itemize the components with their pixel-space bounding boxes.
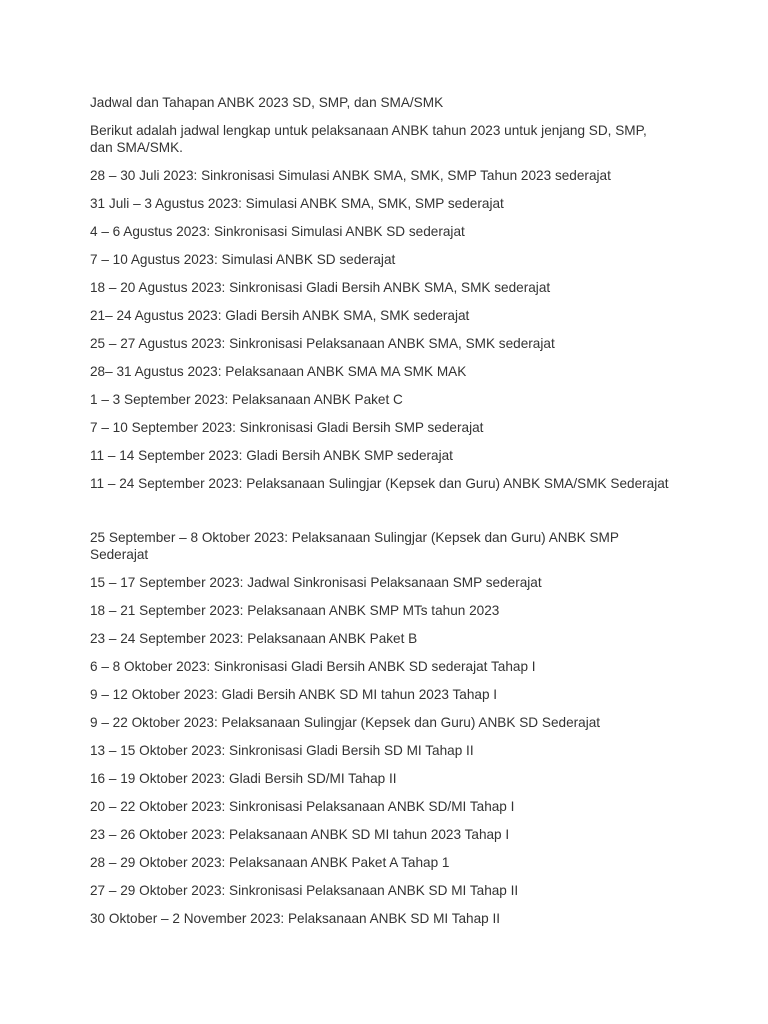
schedule-item-22: 20 – 22 Oktober 2023: Sinkronisasi Pelaksanaan ANBK SD/MI Tahap I bbox=[90, 799, 515, 814]
schedule-item-8: 28– 31 Agustus 2023: Pelaksanaan ANBK SMA MA SMK MAK bbox=[90, 364, 467, 379]
schedule-item-11: 11 – 14 September 2023: Gladi Bersih ANBK SMP sederajat bbox=[90, 448, 453, 463]
schedule-item-16: 23 – 24 September 2023: Pelaksanaan ANBK Paket B bbox=[90, 631, 418, 646]
schedule-item-24: 28 – 29 Oktober 2023: Pelaksanaan ANBK Paket A Tahap 1 bbox=[90, 855, 450, 870]
schedule-item-17: 6 – 8 Oktober 2023: Sinkronisasi Gladi Bersih ANBK SD sederajat Tahap I bbox=[90, 659, 536, 674]
schedule-item-6: 21– 24 Agustus 2023: Gladi Bersih ANBK SMA, SMK sederajat bbox=[90, 308, 470, 323]
schedule-item-13: 25 September – 8 Oktober 2023: Pelaksanaan Sulingjar (Kepsek dan Guru) ANBK SMP Sederajat bbox=[90, 530, 619, 562]
schedule-item-3: 4 – 6 Agustus 2023: Sinkronisasi Simulasi ANBK SD sederajat bbox=[90, 224, 465, 239]
schedule-item-10: 7 – 10 September 2023: Sinkronisasi Gladi Bersih SMP sederajat bbox=[90, 420, 484, 435]
schedule-item-14: 15 – 17 September 2023: Jadwal Sinkronisasi Pelaksanaan SMP sederajat bbox=[90, 575, 542, 590]
document-intro: Berikut adalah jadwal lengkap untuk pelaksanaan ANBK tahun 2023 untuk jenjang SD, SMP, dan SMA/SMK. bbox=[90, 123, 647, 155]
schedule-item-15: 18 – 21 September 2023: Pelaksanaan ANBK SMP MTs tahun 2023 bbox=[90, 603, 500, 618]
schedule-item-7: 25 – 27 Agustus 2023: Sinkronisasi Pelaksanaan ANBK SMA, SMK sederajat bbox=[90, 336, 555, 351]
document-title: Jadwal dan Tahapan ANBK 2023 SD, SMP, dan SMA/SMK bbox=[90, 95, 444, 110]
schedule-item-4: 7 – 10 Agustus 2023: Simulasi ANBK SD sederajat bbox=[90, 252, 396, 267]
schedule-item-5: 18 – 20 Agustus 2023: Sinkronisasi Gladi Bersih ANBK SMA, SMK sederajat bbox=[90, 280, 551, 295]
schedule-item-26: 30 Oktober – 2 November 2023: Pelaksanaan ANBK SD MI Tahap II bbox=[90, 911, 501, 926]
schedule-item-19: 9 – 22 Oktober 2023: Pelaksanaan Sulingjar (Kepsek dan Guru) ANBK SD Sederajat bbox=[90, 715, 601, 730]
schedule-item-2: 31 Juli – 3 Agustus 2023: Simulasi ANBK SMA, SMK, SMP sederajat bbox=[90, 196, 504, 211]
schedule-item-12: 11 – 24 September 2023: Pelaksanaan Sulingjar (Kepsek dan Guru) ANBK SMA/SMK Sederajat bbox=[90, 476, 669, 491]
schedule-item-21: 16 – 19 Oktober 2023: Gladi Bersih SD/MI Tahap II bbox=[90, 771, 397, 786]
schedule-item-18: 9 – 12 Oktober 2023: Gladi Bersih ANBK SD MI tahun 2023 Tahap I bbox=[90, 687, 498, 702]
schedule-item-9: 1 – 3 September 2023: Pelaksanaan ANBK Paket C bbox=[90, 392, 403, 407]
schedule-item-25: 27 – 29 Oktober 2023: Sinkronisasi Pelaksanaan ANBK SD MI Tahap II bbox=[90, 883, 519, 898]
schedule-item-1: 28 – 30 Juli 2023: Sinkronisasi Simulasi ANBK SMA, SMK, SMP Tahun 2023 sederajat bbox=[90, 168, 611, 183]
schedule-item-23: 23 – 26 Oktober 2023: Pelaksanaan ANBK SD MI tahun 2023 Tahap I bbox=[90, 827, 510, 842]
schedule-item-20: 13 – 15 Oktober 2023: Sinkronisasi Gladi Bersih SD MI Tahap II bbox=[90, 743, 474, 758]
